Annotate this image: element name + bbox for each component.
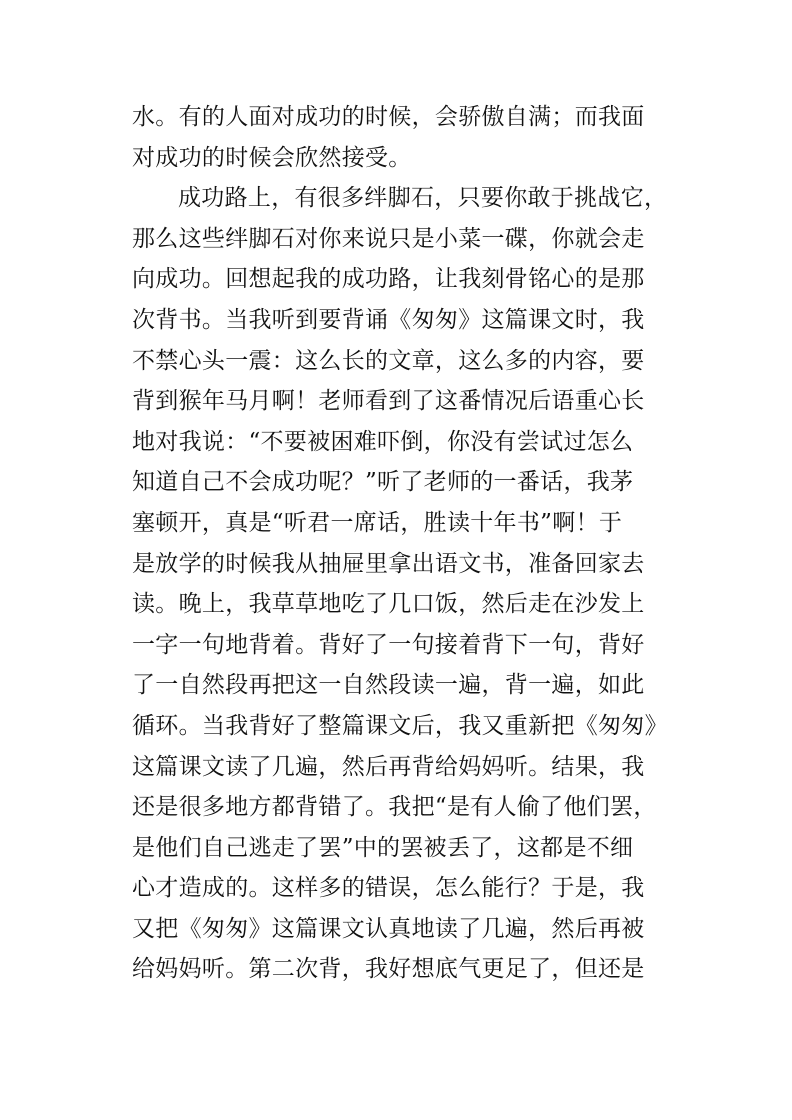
text-line: 心才造成的。这样多的错误，怎么能行？于是，我 bbox=[132, 875, 645, 902]
text-line: 还是很多地方都背错了。我把“是有人偷了他们罢， bbox=[132, 794, 657, 821]
text-line: 对成功的时候会欣然接受。 bbox=[132, 144, 412, 171]
text-line: 水。有的人面对成功的时候，会骄傲自满；而我面 bbox=[132, 104, 645, 130]
text-line: 不禁心头一震：这么长的文章，这么多的内容，要 bbox=[132, 347, 645, 374]
text-line: 读。晚上，我草草地吃了几口饭，然后走在沙发上 bbox=[132, 591, 645, 618]
body-text bbox=[132, 97, 672, 990]
text-line: 循环。当我背好了整篇课文后，我又重新把《匆匆》 bbox=[132, 712, 668, 739]
text-line: 又把《匆匆》这篇课文认真地读了几遍，然后再被 bbox=[132, 915, 645, 942]
text-line: 那么这些绊脚石对你来说只是小菜一碟，你就会走 bbox=[132, 225, 645, 252]
text-line: 是放学的时候我从抽屉里拿出语文书，准备回家去 bbox=[132, 550, 645, 577]
text-line: 了一自然段再把这一自然段读一遍，背一遍，如此 bbox=[132, 672, 645, 699]
text-line: 向成功。回想起我的成功路，让我刻骨铭心的是那 bbox=[132, 266, 645, 293]
text-line: 次背书。当我听到要背诵《匆匆》这篇课文时，我 bbox=[132, 306, 645, 333]
text-line: 这篇课文读了几遍，然后再背给妈妈听。结果，我 bbox=[132, 753, 645, 780]
text-line: 是他们自己逃走了罢”中的罢被丢了，这都是不细 bbox=[132, 834, 634, 861]
text-line: 背到猴年马月啊！老师看到了这番情况后语重心长 bbox=[132, 388, 645, 415]
text-line: 地对我说：“不要被困难吓倒，你没有尝试过怎么 bbox=[132, 428, 634, 455]
text-line: 一字一句地背着。背好了一句接着背下一句，背好 bbox=[132, 631, 645, 658]
paragraph-start-line: 成功路上，有很多绊脚石，只要你敢于挑战它， bbox=[178, 185, 668, 212]
text-line: 塞顿开，真是“听君一席话，胜读十年书”啊！于 bbox=[132, 509, 623, 536]
text-line: 知道自己不会成功呢？”听了老师的一番话，我茅 bbox=[132, 469, 634, 496]
text-line: 给妈妈听。第二次背，我好想底气更足了，但还是 bbox=[132, 956, 645, 983]
